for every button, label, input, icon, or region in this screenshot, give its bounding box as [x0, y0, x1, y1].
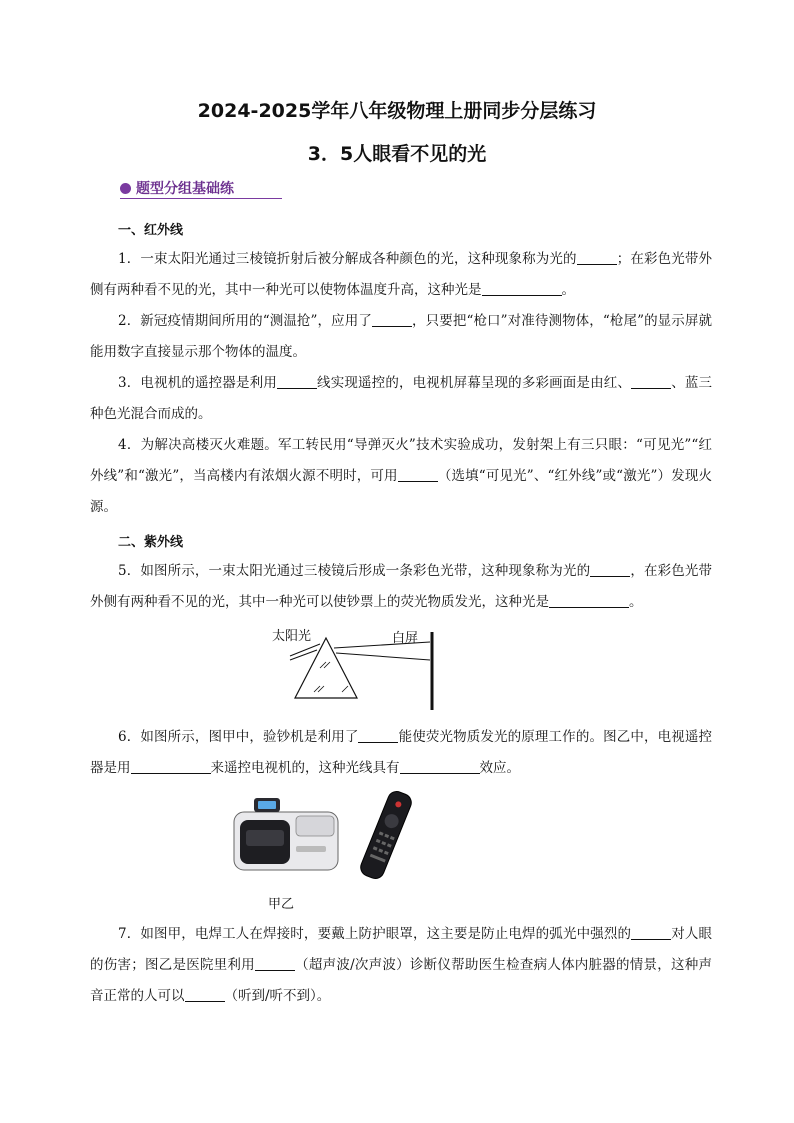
answer-blank[interactable] [398, 467, 438, 482]
question-text: 6．如图所示，图甲中，验钞机是利用了 [118, 729, 359, 745]
question-text: 。 [629, 594, 643, 610]
page-title: 2024-2025学年八年级物理上册同步分层练习 [197, 100, 597, 122]
question-7 [90, 919, 712, 1012]
question-text: 、蓝三种色光混合而成的。 [90, 375, 713, 422]
spectrum-ray-bottom [336, 653, 430, 660]
answer-blank[interactable] [590, 562, 630, 577]
sun-label: 太阳光 [272, 629, 312, 644]
sunlight-ray-lower [290, 650, 317, 660]
answer-blank[interactable] [482, 281, 562, 296]
section-underline [120, 198, 282, 199]
answer-blank[interactable] [358, 728, 398, 743]
question-2 [90, 306, 712, 368]
question-text: ；在彩色光带外侧有两种看不见的光，其中一种光可以使物体温度升高，这种光是 [90, 251, 712, 298]
question-4 [90, 430, 712, 523]
answer-blank[interactable] [277, 374, 317, 389]
question-text: ，在彩色光带外侧有两种看不见的光，其中一种光可以使钞票上的荧光物质发光，这种光是 [90, 563, 712, 610]
prism-figure [270, 622, 440, 712]
question-1 [90, 244, 712, 306]
question-5 [90, 556, 712, 618]
question-text: ，只要把“枪口”对准待测物体，“枪尾”的显示屏就能用数字直接显示那个物体的温度。 [90, 313, 712, 360]
section-badge [120, 178, 234, 198]
answer-blank[interactable] [577, 250, 617, 265]
question-text: （超声波/次声波）诊断仪帮助医生检查病人体内脏器的情景，这种声音正常的人可以 [90, 957, 712, 1004]
question-6 [90, 722, 712, 784]
subsection-ultraviolet: 二、紫外线 [118, 535, 184, 550]
answer-blank[interactable] [185, 987, 225, 1002]
tv-remote-image [358, 790, 414, 880]
question-text: 能使荧光物质发光的原理工作的。图乙中，电视遥控器是用 [90, 729, 713, 776]
devices-figure [226, 790, 426, 880]
screen-label: 白屏 [392, 631, 419, 646]
question-text: 2．新冠疫情期间所用的“测温抢”，应用了 [118, 313, 372, 329]
answer-blank[interactable] [372, 312, 412, 327]
page-subtitle: 3．5人眼看不见的光 [307, 143, 487, 165]
question-text: 。 [561, 282, 575, 298]
question-text: 4．为解决高楼灭火难题。军工转民用“导弹灭火”技术实验成功，发射架上有三只眼：“可见光”“红外线”和“激光”，当高楼内有浓烟火源不明时，可用 [90, 437, 712, 484]
answer-blank[interactable] [400, 759, 480, 774]
question-text: 线实现遥控的，电视机屏幕呈现的多彩画面是由红、 [316, 375, 632, 391]
question-text: 对人眼的伤害；图乙是医院里利用 [90, 926, 713, 973]
section-label: 题型分组基础练 [136, 181, 234, 197]
question-text: （选填“可见光”、“红外线”或“激光”）发现火源。 [90, 468, 712, 515]
question-text: 3．电视机的遥控器是利用 [118, 375, 277, 391]
answer-blank[interactable] [255, 956, 295, 971]
question-text: （听到/听不到）。 [224, 988, 331, 1004]
question-3 [90, 368, 712, 430]
question-text: 1．一束太阳光通过三棱镜折射后被分解成各种颜色的光，这种现象称为光的 [118, 251, 577, 267]
answer-blank[interactable] [631, 925, 671, 940]
question-text: 效应。 [479, 760, 520, 776]
money-counter-image [234, 798, 338, 870]
devices-illustration [226, 790, 426, 880]
subsection-infrared: 一、红外线 [118, 223, 184, 238]
bullet-dot-icon [120, 183, 131, 194]
answer-blank[interactable] [549, 593, 629, 608]
question-text: 5．如图所示，一束太阳光通过三棱镜后形成一条彩色光带，这种现象称为光的 [118, 563, 591, 579]
question-text: 来遥控电视机的，这种光线具有 [210, 760, 400, 776]
answer-blank[interactable] [631, 374, 671, 389]
glass-mark [342, 686, 348, 692]
figure-caption: 甲乙 [268, 897, 295, 912]
answer-blank[interactable] [131, 759, 211, 774]
question-text: 7．如图甲，电焊工人在焊接时，要戴上防护眼罩，这主要是防止电焊的弧光中强烈的 [118, 926, 632, 942]
